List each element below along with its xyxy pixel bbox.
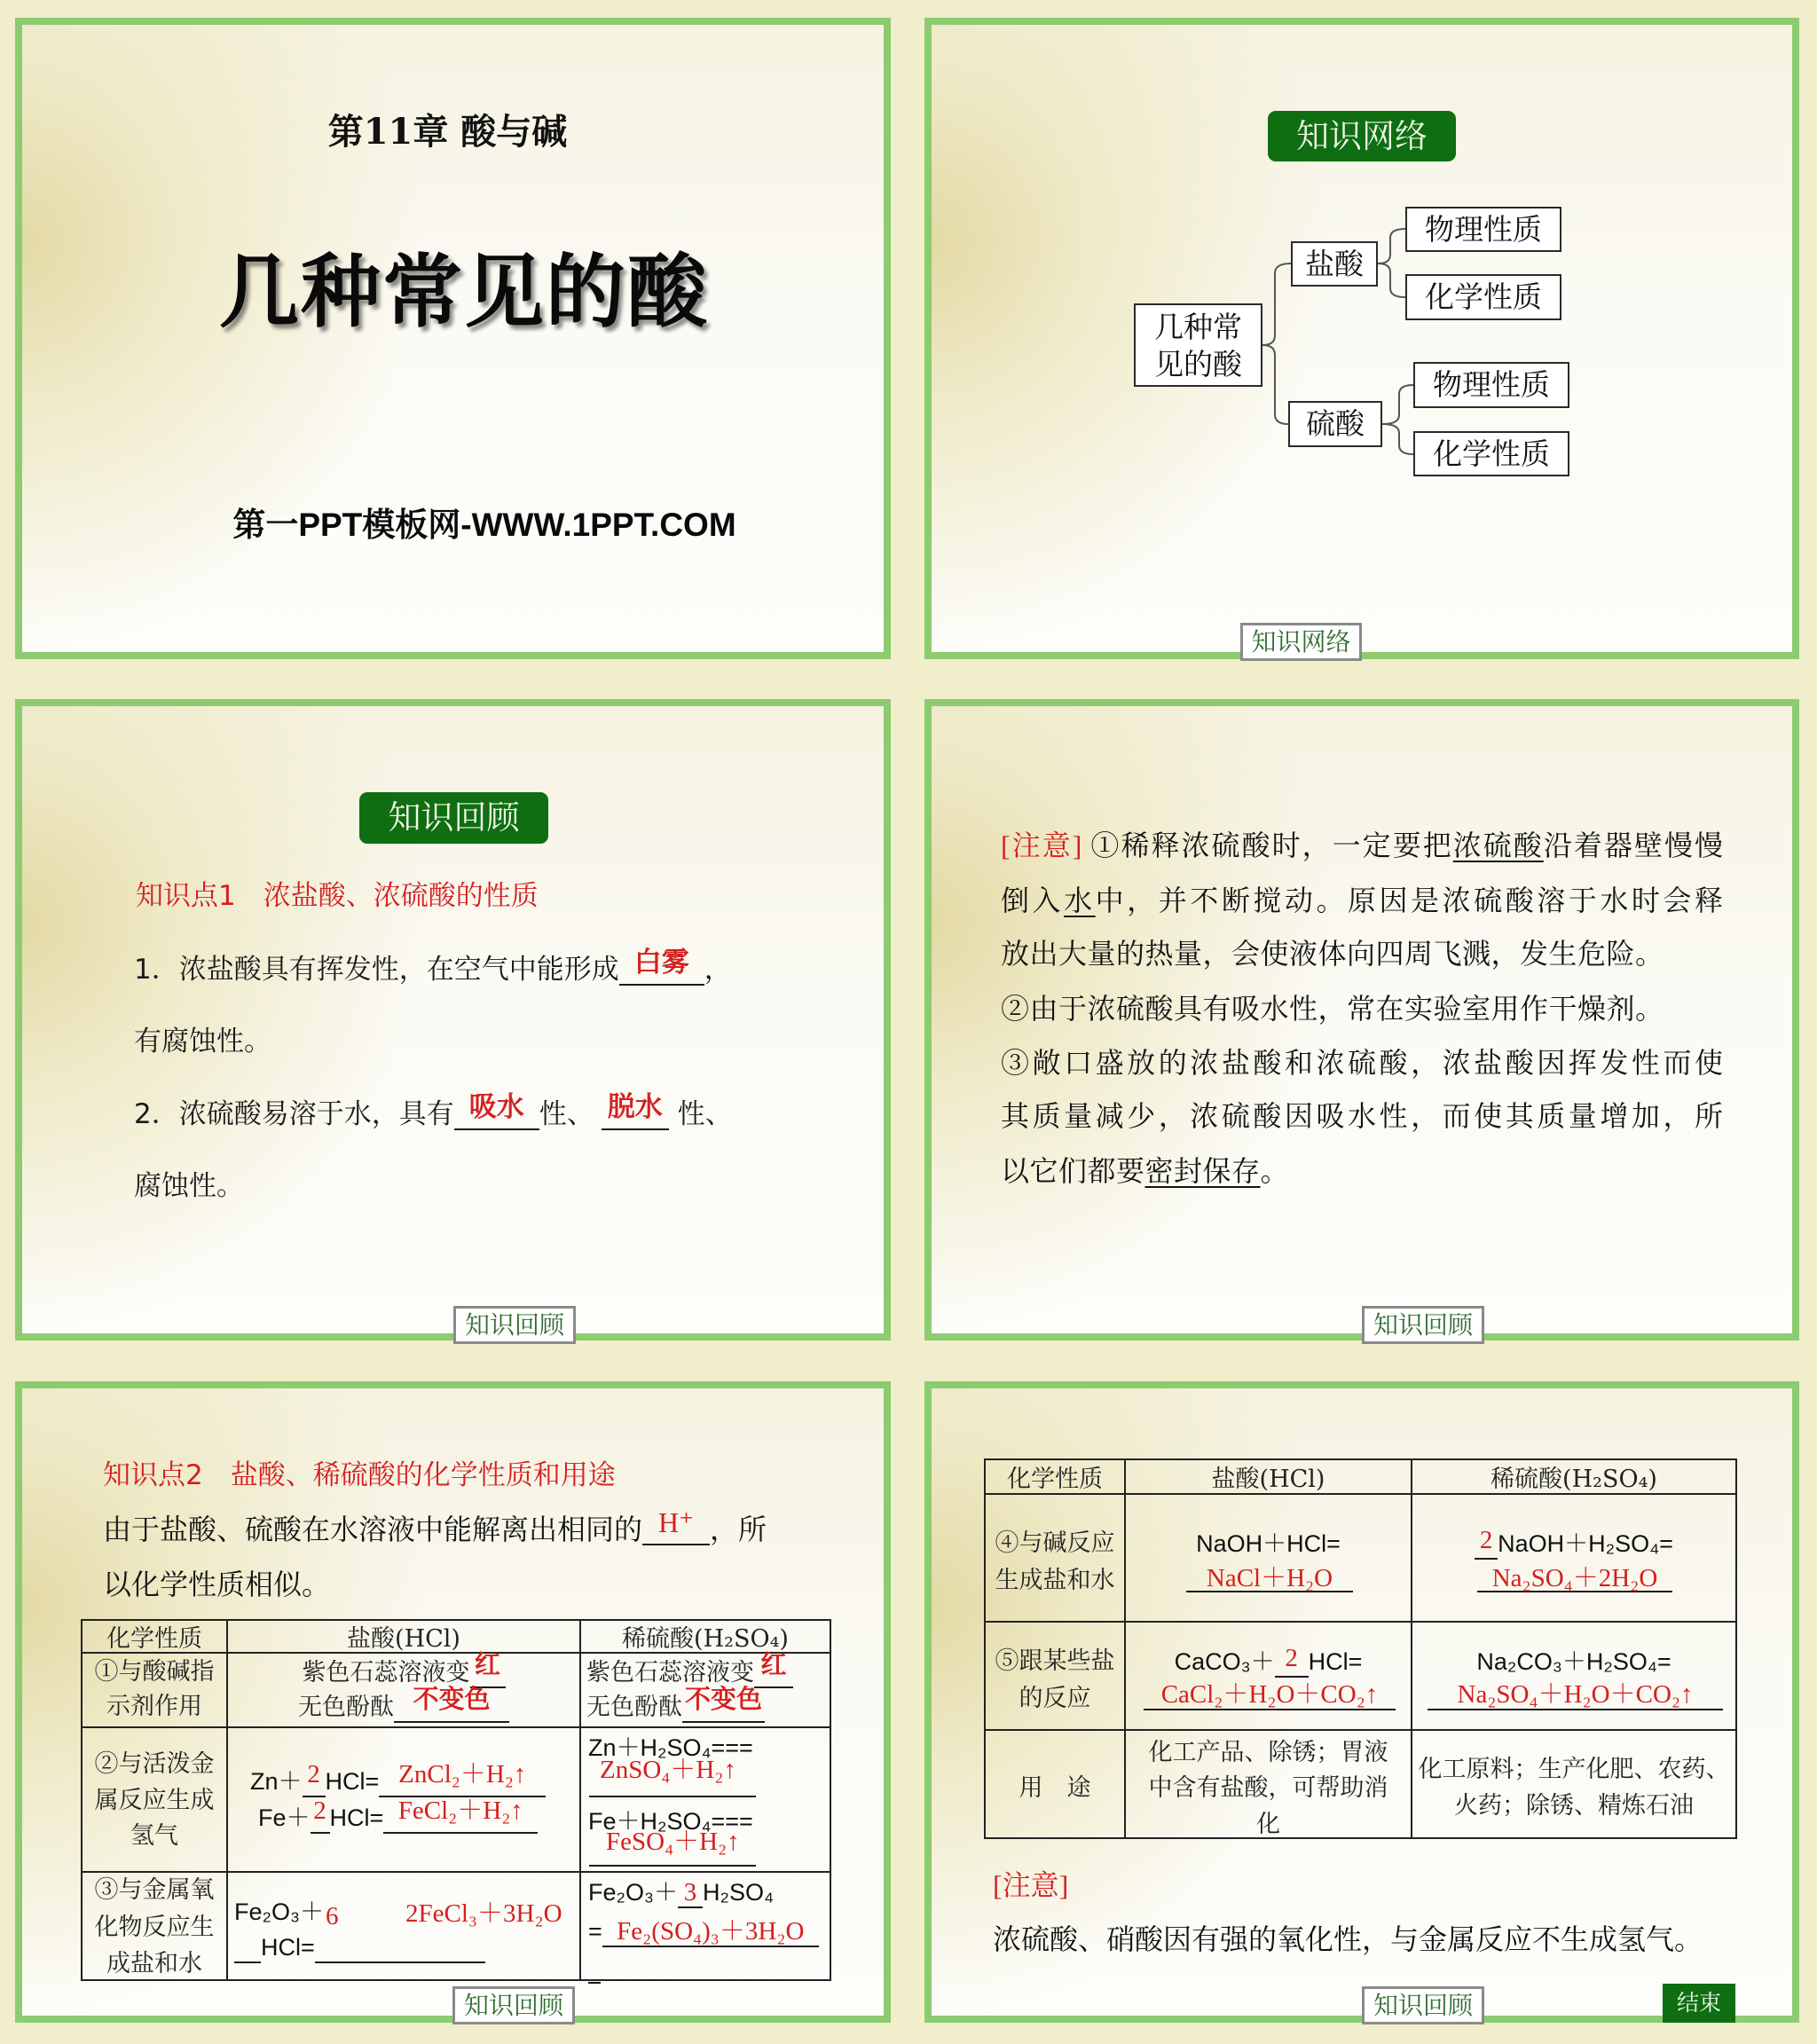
table-row-5-label	[986, 1623, 1126, 1731]
formula: Fe＋	[258, 1804, 311, 1831]
note-label: [注意]	[1001, 829, 1082, 861]
note-text: 沿着器壁慢慢	[1543, 829, 1723, 862]
rust-equation-line-3	[588, 1953, 601, 1984]
mind-map-node-h2so4: 硫酸	[1288, 401, 1382, 447]
row-label-line: 的反应	[1019, 1685, 1091, 1712]
table-row-4-label	[986, 1495, 1126, 1623]
answer-text: Na₂SO₄＋H₂O＋CO₂↑	[1457, 1680, 1694, 1709]
cell-text: 紫色石蕊溶液变	[302, 1659, 470, 1686]
answer-blank	[1477, 1564, 1672, 1592]
item-1-text: 1．浓盐酸具有挥发性，在空气中能形成	[134, 954, 619, 986]
cell-text: 无色酚酞	[298, 1694, 394, 1721]
chemical-properties-table	[81, 1619, 831, 1981]
formula: Zn＋	[250, 1768, 303, 1795]
answer-text: ZnCl₂＋H₂↑	[398, 1760, 527, 1788]
note-text: 倒入	[1001, 884, 1065, 917]
table-row-5-hcl	[1126, 1623, 1412, 1731]
answer-blank	[1186, 1564, 1353, 1592]
table-row-2-label	[83, 1728, 228, 1873]
formula: HCl=	[261, 1934, 315, 1961]
usage-line: 中含有盐酸，可帮助消	[1148, 1774, 1388, 1802]
mind-map-root	[1134, 303, 1262, 387]
table-header-h2so4: 稀硫酸(H₂SO₄)	[581, 1621, 831, 1654]
intro-text: ，所	[710, 1513, 767, 1546]
item-1-continuation: 有腐蚀性。	[134, 1026, 271, 1057]
row-label-line: ④与碱反应	[995, 1529, 1115, 1557]
lesson-title: 几种常见的酸	[219, 245, 709, 339]
answer-text: H⁺	[658, 1506, 695, 1538]
table-row-1-h2so4	[581, 1649, 831, 1728]
footer-tab-knowledge-review[interactable]: 知识回顾	[453, 1306, 576, 1344]
cell-text: 紫色石蕊溶液变	[586, 1659, 754, 1686]
underlined-keyword: 水	[1064, 884, 1096, 917]
rust-equation-line-2	[588, 1916, 819, 1947]
note-line-2	[1001, 883, 1723, 918]
answer-underline	[589, 1865, 756, 1867]
carbonate-equation	[1126, 1644, 1411, 1678]
end-button[interactable]: 结束	[1663, 1984, 1735, 2023]
coefficient-blank	[311, 1796, 330, 1834]
item-2-mid: 性、	[539, 1098, 594, 1130]
answer-text: 不变色	[413, 1684, 491, 1714]
mind-map-connectors	[924, 18, 1799, 659]
website-credit: 第一PPT模板网-WWW.1PPT.COM	[232, 507, 736, 543]
slide-1-thumbnail[interactable]	[15, 18, 891, 659]
answer-blank	[642, 1506, 710, 1545]
table-header-hcl: 盐酸(HCl)	[1126, 1460, 1412, 1495]
coefficient: 2	[1479, 1526, 1493, 1554]
chemical-properties-table-continued	[984, 1458, 1737, 1839]
row-label-line: 示剂作用	[106, 1693, 202, 1720]
coefficient-blank	[234, 1933, 261, 1963]
table-row-usage-label	[986, 1731, 1126, 1839]
row-label-line: ①与酸碱指	[94, 1658, 215, 1686]
item-2-after: 性、	[668, 1098, 733, 1130]
slide-6-thumbnail[interactable]	[924, 1381, 1799, 2023]
carbonate-equation: Na₂CO₃＋H₂SO₄=	[1476, 1648, 1671, 1675]
iron-equation: Fe＋H₂SO₄===	[588, 1808, 753, 1835]
answer-text: FeCl₂＋H₂↑	[397, 1796, 523, 1825]
table-header-property: 化学性质	[986, 1460, 1126, 1495]
formula: =	[588, 1918, 602, 1945]
zinc-equation	[250, 1760, 546, 1797]
formula: HCl=	[1308, 1648, 1363, 1675]
table-header-h2so4: 稀硫酸(H₂SO₄)	[1412, 1460, 1737, 1495]
coefficient: 2	[1285, 1644, 1298, 1672]
neutralization-equation: NaOH＋HCl=	[1196, 1530, 1341, 1557]
row-label-line: 用 途	[1019, 1774, 1091, 1802]
formula: HCl=	[325, 1768, 380, 1795]
answer-text: 不变色	[684, 1684, 762, 1714]
root-line-2: 见的酸	[1154, 347, 1242, 381]
footer-tab-knowledge-network[interactable]: 知识网络	[1240, 623, 1362, 661]
usage-line: 化工产品、除锈；胃液	[1148, 1739, 1388, 1766]
mind-map-node-hcl: 盐酸	[1291, 241, 1378, 287]
knowledge-point-title: 知识点1 浓盐酸、浓硫酸的性质	[136, 880, 539, 912]
section-header: 知识网络	[1268, 111, 1456, 161]
row-label-line: 化物反应生	[94, 1914, 215, 1941]
table-row-usage-hcl	[1126, 1731, 1412, 1839]
note-line-1	[1001, 828, 1723, 863]
answer-blank	[619, 947, 704, 986]
formula: NaOH＋H₂SO₄=	[1498, 1530, 1673, 1557]
table-row-2-h2so4	[581, 1728, 831, 1873]
answer-text: 吸水	[468, 1091, 524, 1123]
phenolphthalein-line	[228, 1684, 579, 1723]
note-line-3: 放出大量的热量，会使液体向四周飞溅，发生危险。	[1001, 937, 1664, 971]
coefficient-blank	[303, 1760, 326, 1797]
trailing-blank	[588, 1954, 601, 1984]
punctuation: ，	[704, 954, 732, 986]
answer-text: Fe₂(SO₄)₃＋3H₂O	[617, 1917, 805, 1946]
note-text: 以它们都要	[1001, 1154, 1145, 1188]
table-row-3-label	[83, 1873, 228, 1981]
usage-line: 化工原料；生产化肥、农药、	[1418, 1756, 1730, 1783]
formula: H₂SO₄	[703, 1879, 775, 1906]
slide-2-thumbnail[interactable]	[924, 18, 1799, 659]
note-line-5: ③敞口盛放的浓盐酸和浓硫酸，浓盐酸因挥发性而使	[1001, 1046, 1723, 1080]
answer-text: Na₂SO₄＋2H₂O	[1491, 1564, 1658, 1592]
answer-blank	[1428, 1680, 1723, 1710]
litmus-line	[228, 1649, 579, 1688]
table-header-hcl: 盐酸(HCl)	[228, 1621, 581, 1654]
answer-blank	[1144, 1680, 1396, 1710]
answer-text: 脱水	[607, 1091, 663, 1123]
answer-text: FeSO₄＋H₂↑	[606, 1828, 740, 1856]
formula: Fe₂O₃＋	[234, 1899, 324, 1925]
table-row-1-label	[83, 1654, 228, 1728]
answer-blank	[315, 1933, 485, 1963]
answer-text: NaCl＋H₂O	[1206, 1564, 1333, 1592]
row-label-line: ⑤跟某些盐	[995, 1647, 1115, 1675]
usage-line: 化	[1256, 1811, 1280, 1838]
item-1-line	[134, 947, 732, 987]
formula: CaCO₃＋	[1174, 1648, 1275, 1675]
footer-tab-knowledge-review[interactable]: 知识回顾	[1362, 1986, 1484, 2024]
row-label-line: ③与金属氧	[94, 1876, 215, 1904]
coefficient-blank	[1275, 1644, 1309, 1678]
intro-text: 由于盐酸、硫酸在水溶液中能解离出相同的	[103, 1513, 643, 1546]
mind-map-node-hcl-physical: 物理性质	[1405, 207, 1561, 252]
coefficient-blank	[678, 1878, 703, 1908]
slide-3-thumbnail[interactable]	[15, 699, 891, 1340]
rust-equation-line-2	[234, 1932, 485, 1963]
answer-blank	[602, 1091, 669, 1130]
section-header: 知识回顾	[359, 792, 548, 844]
hcl-brace	[1378, 229, 1405, 297]
note-text: 。	[1260, 1154, 1290, 1188]
note-line-4: ②由于浓硫酸具有吸水性，常在实验室用作干燥剂。	[1001, 992, 1664, 1026]
root-line-1: 几种常	[1154, 310, 1242, 344]
answer-text: ZnSO₄＋H₂↑	[600, 1756, 736, 1784]
footer-tab-knowledge-review[interactable]: 知识回顾	[452, 1986, 575, 2024]
note-text: 浓硫酸、硝酸因有强的氧化性，与金属反应不生成氢气。	[993, 1922, 1703, 1956]
table-row-usage-h2so4	[1412, 1731, 1737, 1839]
item-2-text: 2．浓硫酸易溶于水，具有	[134, 1098, 454, 1130]
note-text: ①稀释浓硫酸时，一定要把	[1089, 829, 1453, 862]
answer-text: CaCl₂＋H₂O＋CO₂↑	[1160, 1680, 1379, 1709]
coefficient: 2	[307, 1760, 320, 1788]
item-2-line	[134, 1091, 733, 1132]
root-brace	[1262, 263, 1291, 424]
row-label-line: 属反应生成	[94, 1787, 215, 1814]
answer-text: 红	[760, 1649, 787, 1679]
mind-map-node-hcl-chemical: 化学性质	[1405, 274, 1561, 320]
formula: HCl=	[329, 1804, 384, 1831]
answer-underline	[589, 1796, 756, 1797]
phenolphthalein-line	[586, 1684, 765, 1723]
underlined-keyword: 密封保存	[1144, 1154, 1261, 1188]
table-header-property: 化学性质	[83, 1621, 228, 1654]
table-row-3-h2so4	[581, 1873, 831, 1981]
row-label-line: 成盐和水	[106, 1950, 202, 1977]
row-label-line: ②与活泼金	[94, 1750, 215, 1778]
table-row-2-hcl	[228, 1728, 581, 1873]
answer-blank	[602, 1917, 819, 1947]
table-row-1-hcl	[228, 1649, 581, 1728]
note-line-6: 其质量减少，浓硫酸因吸水性，而使其质量增加，所	[1001, 1099, 1723, 1133]
mind-map-node-h2so4-chemical: 化学性质	[1413, 431, 1569, 476]
table-row-5-h2so4	[1412, 1623, 1737, 1731]
rust-equation-line-1	[234, 1897, 339, 1930]
answer-blank	[394, 1684, 509, 1723]
answer-blank	[379, 1760, 546, 1797]
note-label: [注意]	[993, 1869, 1069, 1901]
answer-blank	[383, 1796, 538, 1834]
iron-equation	[258, 1796, 538, 1834]
answer-blank	[454, 1091, 539, 1130]
note-line-7	[1001, 1153, 1289, 1189]
table-row-4-hcl	[1126, 1495, 1412, 1623]
row-label-line: 氢气	[130, 1822, 178, 1850]
rust-equation-line-1	[588, 1877, 774, 1908]
footer-tab-knowledge-review[interactable]: 知识回顾	[1362, 1306, 1484, 1344]
answer-blank	[682, 1684, 765, 1723]
intro-continuation: 以化学性质相似。	[103, 1568, 331, 1601]
coefficient: 2	[313, 1796, 326, 1825]
knowledge-point-title: 知识点2 盐酸、稀硫酸的化学性质和用途	[103, 1459, 616, 1491]
usage-line: 火药；除锈、精炼石油	[1454, 1792, 1694, 1820]
coefficient: 3	[683, 1878, 697, 1906]
slide-4-thumbnail[interactable]	[924, 699, 1799, 1340]
item-2-continuation: 腐蚀性。	[134, 1170, 244, 1202]
answer-text: 红	[474, 1649, 500, 1679]
table-row-3-hcl	[228, 1873, 581, 1981]
zinc-equation: Zn＋H₂SO₄===	[588, 1734, 753, 1761]
h2so4-brace	[1382, 385, 1413, 454]
answer-text: 2FeCl₃＋3H₂O	[405, 1899, 562, 1928]
coefficient-blank	[1475, 1526, 1498, 1560]
underlined-keyword: 浓硫酸	[1452, 829, 1544, 862]
coefficient: 6	[326, 1902, 339, 1930]
neutralization-equation	[1412, 1526, 1735, 1560]
table-row-4-h2so4	[1412, 1495, 1737, 1623]
intro-line	[103, 1506, 767, 1547]
formula: Fe₂O₃＋	[588, 1879, 678, 1906]
cell-text: 无色酚酞	[586, 1694, 682, 1721]
row-label-line: 生成盐和水	[995, 1567, 1115, 1594]
chapter-title: 第11章 酸与碱	[327, 111, 568, 153]
answer-text: 白雾	[633, 947, 689, 979]
note-text: 中，并不断搅动。原因是浓硫酸溶于水时会释	[1095, 884, 1723, 917]
slide-5-thumbnail[interactable]	[15, 1381, 891, 2023]
mind-map-node-h2so4-physical: 物理性质	[1413, 362, 1569, 408]
